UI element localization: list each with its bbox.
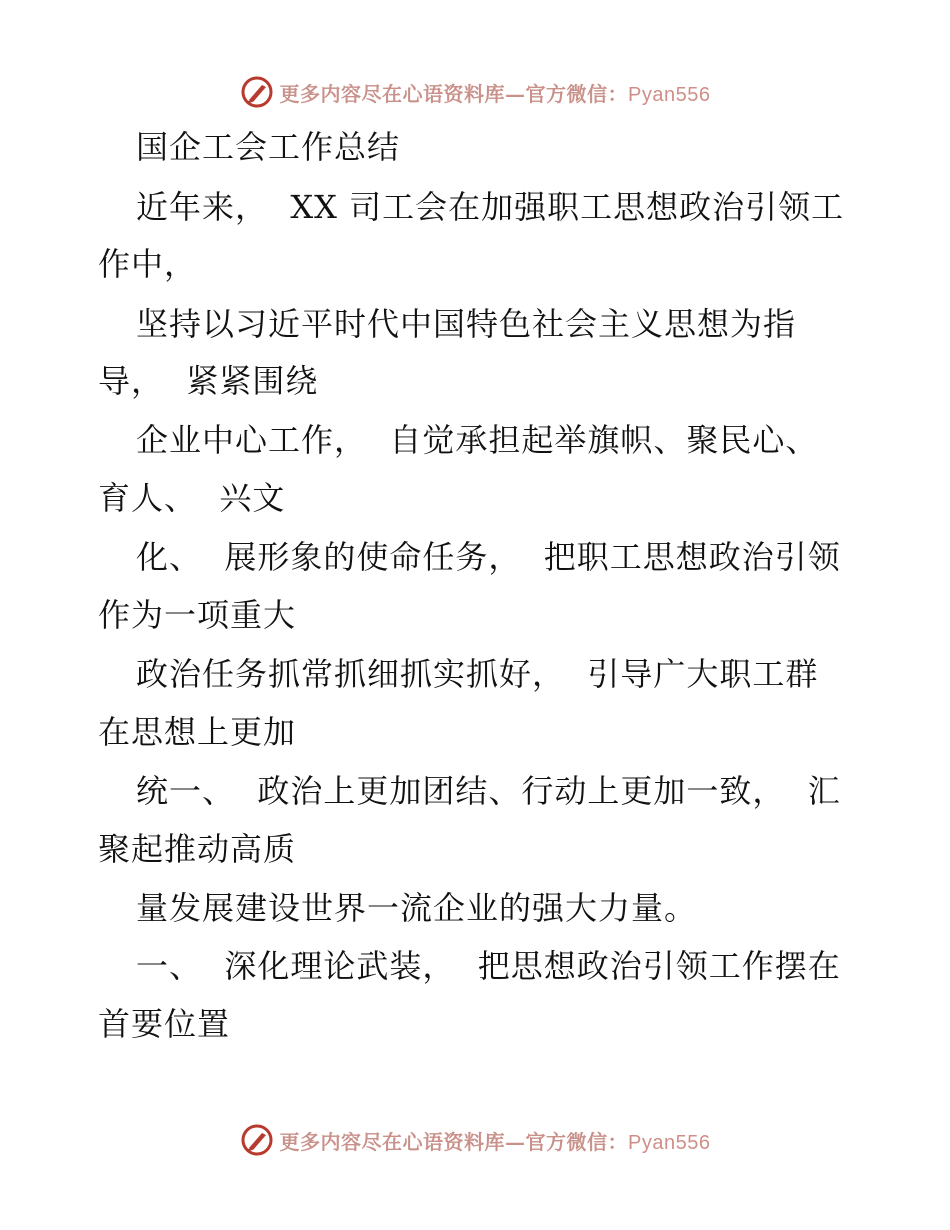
text-line: 作为一项重大 [98, 596, 297, 634]
text-line: 聚起推动高质 [98, 830, 297, 868]
text-line: 坚持以习近平时代中国特色社会主义思想为指 [136, 305, 797, 343]
text-line: 作中， [98, 245, 198, 283]
text-line: 企业中心工作， 自觉承担起举旗帜、聚民心、 [136, 421, 819, 459]
document-title: 国企工会工作总结 [136, 128, 401, 166]
footer-watermark [0, 1120, 950, 1160]
text-line: 育人、 兴文 [98, 479, 286, 517]
watermark-text: 更多内容尽在心语资料库—官方微信：Pyan556 [279, 1129, 711, 1154]
text-line: 近年来， XX 司工会在加强职工思想政治引领工 [136, 188, 845, 226]
text-line: 化、 展形象的使命任务， 把职工思想政治引领 [136, 538, 841, 576]
text-line: 一、 深化理论武装， 把思想政治引领工作摆在 [136, 947, 841, 985]
text-line: 在思想上更加 [98, 713, 297, 751]
text-line: 量发展建设世界一流企业的强大力量。 [136, 889, 698, 927]
quill-pen-logo-icon [240, 1123, 274, 1157]
watermark-text: 更多内容尽在心语资料库—官方微信：Pyan556 [279, 81, 711, 106]
text-line: 首要位置 [98, 1005, 231, 1043]
text-line: 政治任务抓常抓细抓实抓好， 引导广大职工群 [136, 655, 819, 693]
text-line: 统一、 政治上更加团结、行动上更加一致， 汇 [136, 772, 841, 810]
text-line: 导， 紧紧围绕 [98, 362, 319, 400]
